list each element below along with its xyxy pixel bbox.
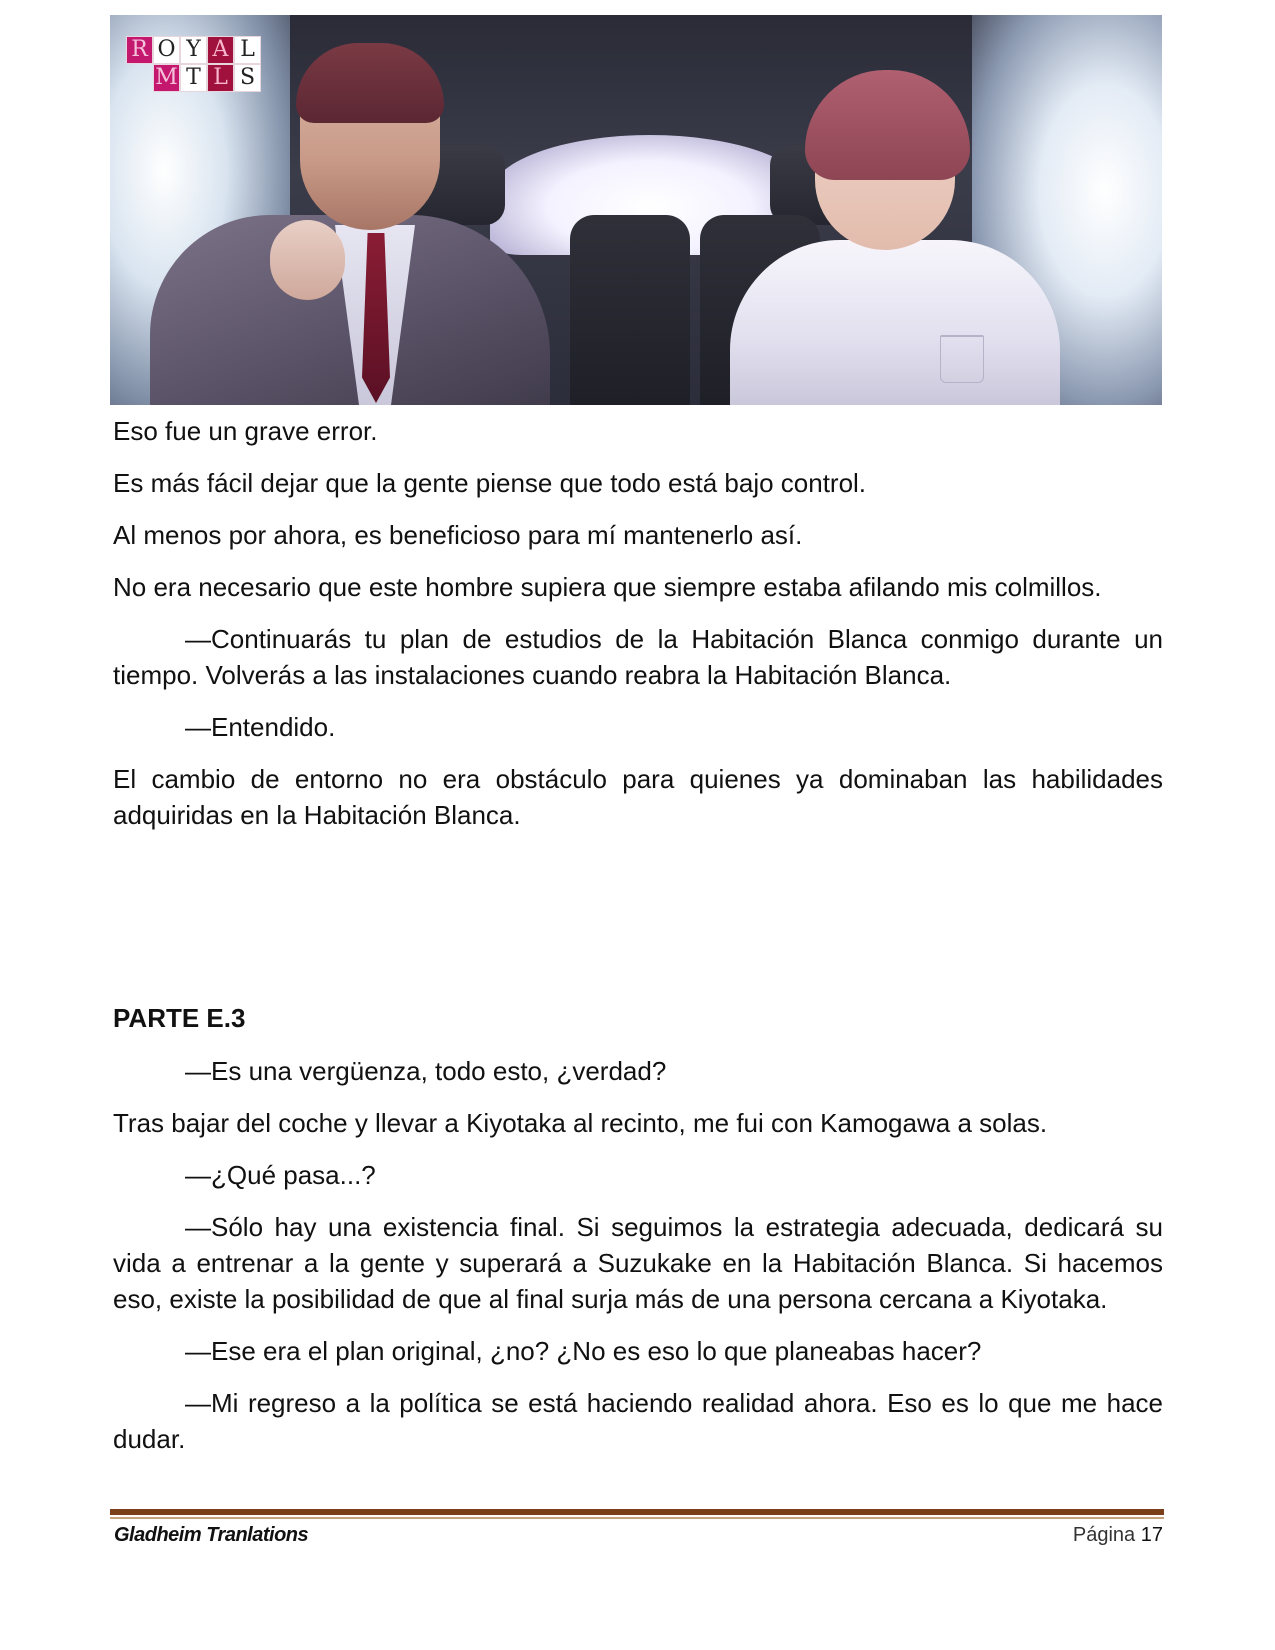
paragraph: No era necesario que este hombre supiera que siempre estaba afilando mis colmillos. bbox=[113, 572, 1102, 602]
body-text-upper bbox=[113, 413, 1163, 849]
dialogue-paragraph: —¿Qué pasa...? bbox=[185, 1160, 376, 1190]
logo-letter: R bbox=[126, 36, 153, 64]
logo-letter: L bbox=[234, 36, 261, 64]
paragraph: El cambio de entorno no era obstáculo para quienes ya dominaban las habilidades adquiridas en la Habitación Blanca. bbox=[113, 764, 1163, 830]
logo-letter: M bbox=[153, 64, 180, 92]
dialogue-paragraph: —Sólo hay una existencia final. Si seguimos la estrategia adecuada, dedicará su vida a entrenar a la gente y superará a Suzukake en la Habitación Blanca. Si hacemos eso, existe la posibilidad de que al final surja más de una persona cercana a Kiyotaka. bbox=[113, 1212, 1163, 1314]
dialogue-paragraph: —Mi regreso a la política se está haciendo realidad ahora. Eso es lo que me hace dudar. bbox=[113, 1388, 1163, 1454]
footer-divider-thin bbox=[110, 1517, 1164, 1519]
shirt-pocket bbox=[940, 335, 984, 383]
chapter-illustration bbox=[110, 15, 1162, 405]
logo-letter: O bbox=[153, 36, 180, 64]
dialogue-paragraph: —Entendido. bbox=[185, 712, 336, 742]
royal-mtls-logo bbox=[126, 36, 262, 92]
boy-hair bbox=[805, 70, 970, 180]
paragraph: Tras bajar del coche y llevar a Kiyotaka al recinto, me fui con Kamogawa a solas. bbox=[113, 1108, 1048, 1138]
dialogue-paragraph: —Ese era el plan original, ¿no? ¿No es eso lo que planeabas hacer? bbox=[185, 1336, 982, 1366]
man-hair bbox=[296, 43, 444, 123]
footer-divider bbox=[110, 1509, 1164, 1515]
page-number: 17 bbox=[1140, 1524, 1163, 1546]
paragraph: Al menos por ahora, es beneficioso para mí mantenerlo así. bbox=[113, 520, 803, 550]
logo-spacer bbox=[126, 64, 153, 92]
paragraph: Eso fue un grave error. bbox=[113, 416, 378, 446]
logo-letter: L bbox=[207, 64, 234, 92]
logo-letter: Y bbox=[180, 36, 207, 64]
man-hand bbox=[270, 220, 345, 300]
paragraph: Es más fácil dejar que la gente piense que todo está bajo control. bbox=[113, 468, 867, 498]
footer-page-number bbox=[1073, 1524, 1163, 1547]
car-seat bbox=[570, 215, 690, 405]
page-label: Página bbox=[1072, 1524, 1136, 1546]
boy-figure bbox=[730, 240, 1060, 405]
logo-letter: A bbox=[207, 36, 234, 64]
section-heading: PARTE E.3 bbox=[113, 1003, 246, 1033]
logo-letter: S bbox=[234, 64, 261, 92]
dialogue-paragraph: —Continuarás tu plan de estudios de la Habitación Blanca conmigo durante un tiempo. Volverás a las instalaciones cuando reabra la Habitación Blanca. bbox=[113, 624, 1163, 690]
footer-translator-name: Gladheim Tranlations bbox=[114, 1524, 309, 1546]
logo-letter: T bbox=[180, 64, 207, 92]
body-text-lower bbox=[113, 1053, 1163, 1473]
dialogue-paragraph: —Es una vergüenza, todo esto, ¿verdad? bbox=[185, 1056, 667, 1086]
